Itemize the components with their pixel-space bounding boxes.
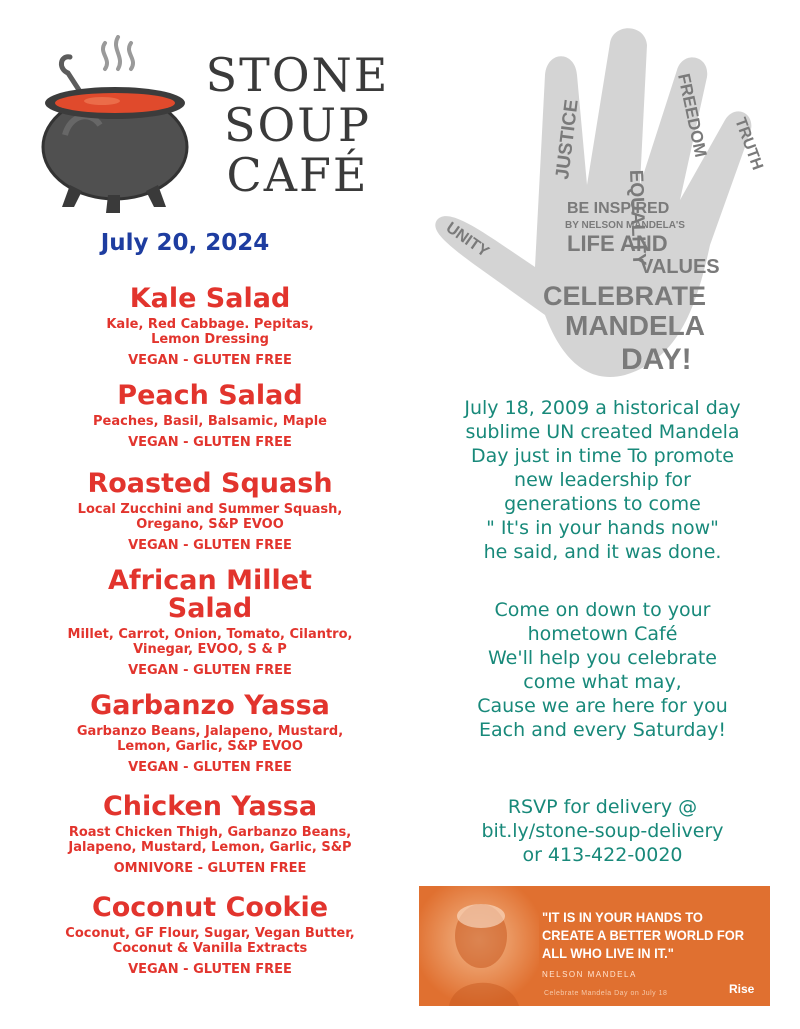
menu-item-name: African Millet Salad xyxy=(108,565,312,624)
menu-item-description xyxy=(20,414,400,429)
description-line: Roast Chicken Thigh, Garbanzo Beans, xyxy=(68,825,352,840)
story-line: generations to come xyxy=(504,493,701,515)
description-line: Peaches, Basil, Balsamic, Maple xyxy=(93,414,327,429)
description-line: Oregano, S&P EVOO xyxy=(136,517,284,532)
description-line: Millet, Carrot, Onion, Tomato, Cilantro, xyxy=(67,627,353,642)
menu-item-description xyxy=(20,627,400,657)
menu-item-name: Peach Salad xyxy=(117,380,303,411)
quote-text xyxy=(542,908,744,962)
hand-word-celebrate: CELEBRATE xyxy=(543,281,707,311)
hand-word-unity: UNITY xyxy=(442,219,492,261)
menu-item-diet-tag: VEGAN - GLUTEN FREE xyxy=(128,538,292,553)
invite-line: We'll help you celebrate xyxy=(487,647,717,669)
cauldron-logo-icon xyxy=(30,35,195,215)
cafe-invitation xyxy=(425,598,780,742)
menu-list xyxy=(20,285,400,977)
hand-word-justice: JUSTICE xyxy=(552,98,583,181)
story-line: " It's in your hands now" xyxy=(486,517,719,539)
quote-line: ALL WHO LIVE IN IT." xyxy=(542,945,674,961)
hand-word-be-inspired: BE INSPIRED xyxy=(567,200,670,217)
description-line: Vinegar, EVOO, S & P xyxy=(133,642,287,657)
menu-item-name: Chicken Yassa xyxy=(102,791,318,822)
menu-item-roasted-squash xyxy=(20,470,400,553)
invite-line: hometown Café xyxy=(527,623,678,645)
menu-item-diet-tag: VEGAN - GLUTEN FREE xyxy=(128,353,292,368)
menu-item-description xyxy=(20,724,400,754)
mandela-day-story xyxy=(425,396,780,564)
menu-item-diet-tag: VEGAN - GLUTEN FREE xyxy=(128,760,292,775)
menu-item-kale-salad xyxy=(20,285,400,368)
hand-word-life-and: LIFE AND xyxy=(567,231,668,256)
description-line: Coconut & Vanilla Extracts xyxy=(112,941,308,956)
menu-item-garbanzo-yassa xyxy=(20,692,400,775)
invite-line: Cause we are here for you xyxy=(477,695,728,717)
invite-line: come what may, xyxy=(523,671,682,693)
menu-item-name: Kale Salad xyxy=(129,283,291,314)
mandela-day-hand-graphic xyxy=(425,15,780,390)
logo-line-cafe: CAFÉ xyxy=(226,148,369,202)
rsvp-phone[interactable]: or 413-422-0020 xyxy=(522,844,683,866)
description-line: Garbanzo Beans, Jalapeno, Mustard, xyxy=(76,724,344,739)
description-line: Local Zucchini and Summer Squash, xyxy=(77,502,343,517)
mandela-portrait-icon xyxy=(419,886,539,1006)
rise-logo: Rise xyxy=(729,982,755,996)
description-line: Jalapeno, Mustard, Lemon, Garlic, S&P xyxy=(68,840,352,855)
menu-item-description xyxy=(20,825,400,855)
description-line: Lemon Dressing xyxy=(151,332,269,347)
logo-line-soup: SOUP xyxy=(224,98,371,152)
hand-word-mandela: MANDELA xyxy=(565,310,705,341)
hand-word-freedom: FREEDOM xyxy=(674,71,711,159)
banner-footer-text: Celebrate Mandela Day on July 18 xyxy=(544,990,668,997)
menu-item-african-millet-salad xyxy=(20,567,400,678)
menu-item-chicken-yassa xyxy=(20,793,400,876)
hand-word-values: VALUES xyxy=(640,256,720,278)
hand-word-by-nelson: BY NELSON MANDELA'S xyxy=(565,220,685,231)
description-line: Coconut, GF Flour, Sugar, Vegan Butter, xyxy=(65,926,355,941)
menu-item-name: Garbanzo Yassa xyxy=(90,690,330,721)
quote-line: CREATE A BETTER WORLD FOR xyxy=(542,927,745,943)
description-line: Kale, Red Cabbage. Pepitas, xyxy=(106,317,314,332)
description-line: Lemon, Garlic, S&P EVOO xyxy=(117,739,303,754)
menu-item-coconut-cookie xyxy=(20,894,400,977)
hand-word-equality: EQUALITY xyxy=(625,169,650,267)
quote-author: NELSON MANDELA xyxy=(542,970,637,979)
menu-item-name: Coconut Cookie xyxy=(91,892,329,923)
story-line: he said, and it was done. xyxy=(483,541,722,563)
story-line: new leadership for xyxy=(514,469,691,491)
menu-item-diet-tag: VEGAN - GLUTEN FREE xyxy=(128,435,292,450)
invite-line: Come on down to your xyxy=(494,599,711,621)
menu-item-name: Roasted Squash xyxy=(87,468,333,499)
menu-item-description xyxy=(20,502,400,532)
invite-line: Each and every Saturday! xyxy=(479,719,726,741)
logo-wordmark xyxy=(190,48,405,208)
menu-item-description xyxy=(20,926,400,956)
menu-date: July 20, 2024 xyxy=(100,230,270,256)
hand-word-truth: TRUTH xyxy=(731,115,766,173)
story-line: Day just in time To promote xyxy=(471,445,734,467)
rsvp-delivery-link[interactable]: bit.ly/stone-soup-delivery xyxy=(481,820,724,842)
menu-item-peach-salad xyxy=(20,382,400,450)
menu-item-diet-tag: VEGAN - GLUTEN FREE xyxy=(128,663,292,678)
story-line: sublime UN created Mandela xyxy=(465,421,740,443)
hand-word-day: DAY! xyxy=(621,343,692,376)
menu-item-description xyxy=(20,317,400,347)
quote-line: "IT IS IN YOUR HANDS TO xyxy=(542,909,703,925)
rsvp-line: RSVP for delivery @ xyxy=(507,796,698,818)
menu-item-diet-tag: VEGAN - GLUTEN FREE xyxy=(128,962,292,977)
menu-item-diet-tag: OMNIVORE - GLUTEN FREE xyxy=(113,861,307,876)
rsvp-info xyxy=(425,795,780,867)
story-line: July 18, 2009 a historical day xyxy=(464,397,741,419)
mandela-quote-banner xyxy=(419,886,770,1006)
logo-line-stone: STONE xyxy=(205,48,390,102)
